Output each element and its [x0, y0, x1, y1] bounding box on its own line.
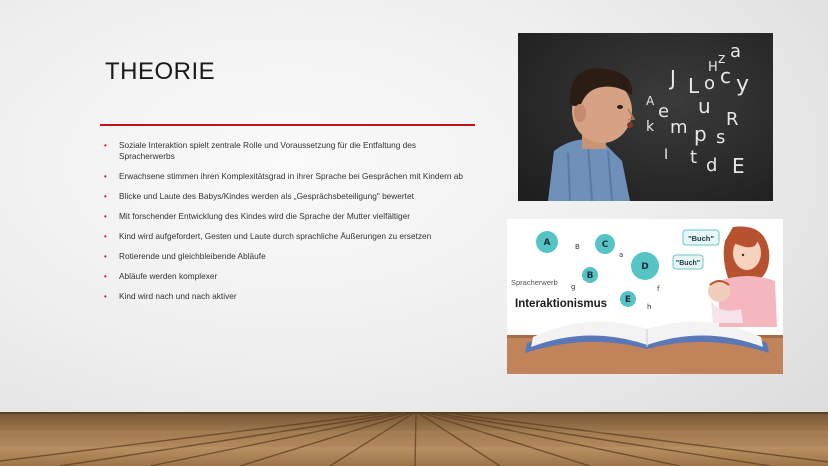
chalk-letter: u [698, 94, 711, 118]
chalk-letter: A [646, 94, 655, 108]
wooden-floor [0, 414, 828, 466]
bullet-text: Erwachsene stimmen ihren Komplexitätsgrad in ihrer Sprache bei Gesprächen mit Kindern ab [119, 171, 464, 181]
bullet-dot-icon: • [104, 292, 107, 301]
chalk-letter: a [730, 41, 742, 62]
svg-text:B: B [575, 243, 580, 251]
bullet-dot-icon: • [104, 141, 107, 150]
chalk-letter: L [688, 74, 700, 98]
circle-letter: A [543, 238, 551, 248]
bullet-item [104, 211, 474, 222]
bullet-dot-icon: • [104, 272, 107, 281]
bullet-item [104, 191, 474, 202]
bullet-text: Abläufe werden komplexer [119, 271, 218, 281]
chalk-letter: t [690, 147, 698, 168]
chalk-letter: e [658, 101, 670, 122]
circle-letter: E [624, 295, 632, 305]
chalk-letter: m [670, 117, 688, 138]
chalk-letter: z [718, 51, 726, 67]
svg-text:a: a [619, 251, 624, 259]
svg-text:f: f [657, 285, 660, 293]
speech-bubble-2: "Buch" [675, 260, 701, 267]
bullet-item [104, 171, 474, 182]
bullet-item [104, 251, 474, 262]
caption-small: Spracherwerb [511, 278, 558, 287]
bullet-text: Soziale Interaktion spielt zentrale Rolle und Voraussetzung für die Entfaltung des Spracherwerbs [119, 140, 417, 161]
chalk-letter: o [704, 73, 716, 94]
boy-chalkboard-illustration [518, 33, 773, 201]
circle-letter: B [586, 271, 594, 281]
svg-text:g: g [571, 283, 576, 291]
svg-text:h: h [647, 303, 652, 311]
interaktionismus-illustration [507, 219, 783, 374]
speech-bubble-1: "Buch" [688, 234, 714, 243]
chalk-letter: H [708, 60, 718, 75]
chalk-letter: s [716, 127, 726, 148]
bullet-text: Rotierende und gleichbleibende Abläufe [119, 251, 266, 261]
bullet-item [104, 271, 474, 282]
slide-title: THEORIE [105, 58, 216, 85]
chalk-letter: E [732, 154, 745, 178]
circle-letter: D [641, 262, 649, 272]
bullet-text: Kind wird nach und nach aktiver [119, 291, 237, 301]
bullet-dot-icon: • [104, 232, 107, 241]
bullet-item [104, 140, 474, 162]
circle-letter: C [601, 240, 609, 250]
chalk-letter: J [670, 66, 676, 90]
boy-chalkboard-image [518, 33, 773, 201]
interaktionismus-image [507, 219, 783, 374]
chalk-letter: I [664, 147, 669, 163]
bullet-dot-icon: • [104, 172, 107, 181]
chalk-letter: p [694, 122, 707, 146]
caption-big: Interaktionismus [515, 298, 608, 310]
bullet-text: Mit forschender Entwicklung des Kindes wird die Sprache der Mutter vielfältiger [119, 211, 410, 221]
bullet-item [104, 231, 474, 242]
bullet-item [104, 291, 474, 302]
chalk-letter: R [726, 109, 739, 130]
chalk-letter: k [646, 119, 655, 135]
bullet-text: Kind wird aufgefordert, Gesten und Laute durch sprachliche Äußerungen zu ersetzen [119, 231, 432, 241]
title-divider [100, 124, 475, 126]
bullet-dot-icon: • [104, 212, 107, 221]
bullet-dot-icon: • [104, 252, 107, 261]
chalk-letter: d [706, 155, 718, 176]
bullet-dot-icon: • [104, 192, 107, 201]
floor-planks [0, 414, 828, 466]
bullet-list [104, 140, 474, 311]
chalk-letter: c [720, 64, 731, 88]
bullet-text: Blicke und Laute des Babys/Kindes werden als „Gesprächsbeteiligung" bewertet [119, 191, 414, 201]
chalk-letter: y [736, 72, 750, 97]
